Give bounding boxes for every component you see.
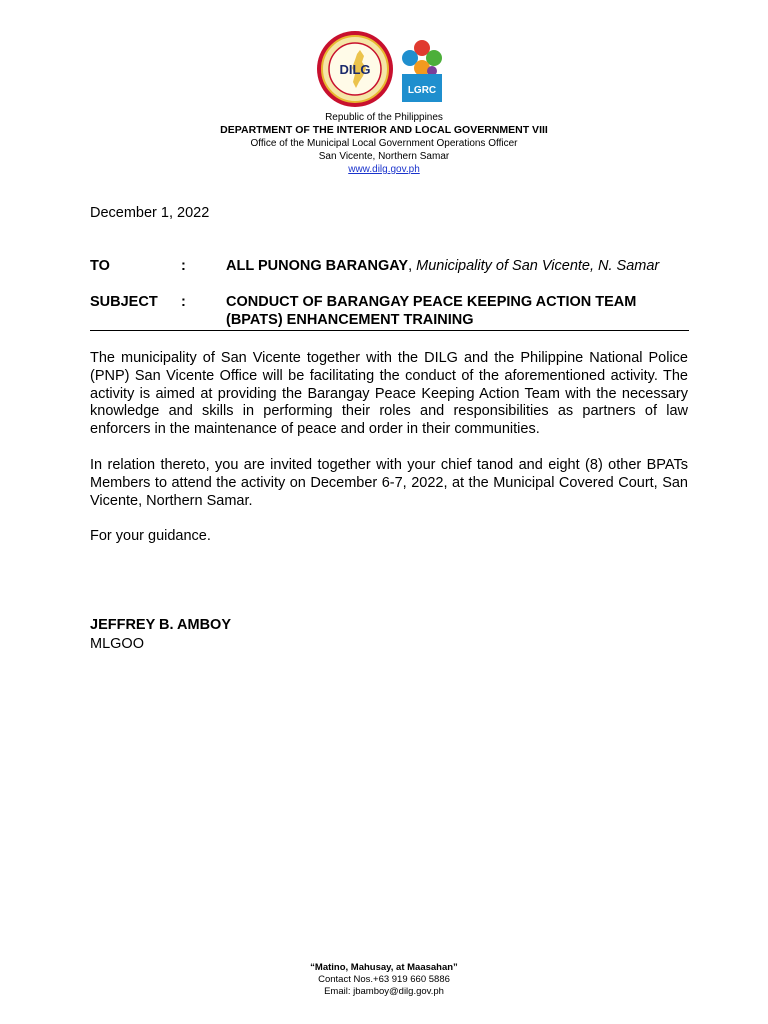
- to-municipality: Municipality of San Vicente, N. Samar: [416, 258, 660, 274]
- header-website-link[interactable]: [0, 163, 768, 176]
- footer-email: Email: jbamboy@dilg.gov.ph: [324, 986, 444, 997]
- dilg-seal-logo: [316, 30, 394, 108]
- body-paragraph-1: The municipality of San Vicente together with the DILG and the Philippine National Police (PNP) San Vicente Office will be facilitating the conduct of the aforementioned activity. The activity is aimed at providing the Barangay Peace Keeping Action Team with the necessary knowledge and skills in performing their roles and responsibilities as partners of law enforcers in the maintenance of peace and order in their communities.: [90, 350, 688, 438]
- subject-label: SUBJECT: [90, 294, 158, 310]
- seal-text: DILG: [339, 62, 371, 77]
- lgrc-text: LGRC: [407, 85, 437, 96]
- signatory-title: MLGOO: [90, 636, 144, 652]
- subject-value: CONDUCT OF BARANGAY PEACE KEEPING ACTION TEAM (BPATS) ENHANCEMENT TRAINING: [226, 294, 637, 328]
- header-office: Office of the Municipal Local Government Operations Officer: [250, 138, 518, 149]
- memo-date: December 1, 2022: [90, 205, 210, 221]
- to-colon: :: [181, 258, 186, 274]
- footer-contact: Contact Nos.+63 919 660 5886: [318, 974, 450, 985]
- footer-motto: “Matino, Mahusay, at Maasahan”: [310, 962, 458, 973]
- website-link-text[interactable]: www.dilg.gov.ph: [348, 164, 420, 175]
- logo-group: [316, 30, 446, 108]
- body-paragraph-2: In relation thereto, you are invited together with your chief tanod and eight (8) other BPATs Members to attend the activity on December 6-7, 2022, at the Municipal Covered Court, San Vicente, Northern Samar.: [90, 457, 688, 509]
- header-address: San Vicente, Northern Samar: [318, 151, 450, 162]
- signatory-name: JEFFREY B. AMBOY: [90, 617, 231, 633]
- lgrc-logo: [400, 38, 444, 102]
- body-paragraph-3: For your guidance.: [90, 528, 211, 544]
- header-department: DEPARTMENT OF THE INTERIOR AND LOCAL GOVERNMENT VIII: [220, 124, 548, 136]
- to-recipient: ALL PUNONG BARANGAY: [226, 258, 409, 274]
- to-value: [226, 257, 690, 275]
- header-republic: Republic of the Philippines: [325, 112, 443, 123]
- to-label: TO: [90, 258, 110, 274]
- subject-divider: [90, 330, 689, 331]
- to-separator: ,: [408, 258, 417, 274]
- subject-colon: :: [181, 294, 186, 310]
